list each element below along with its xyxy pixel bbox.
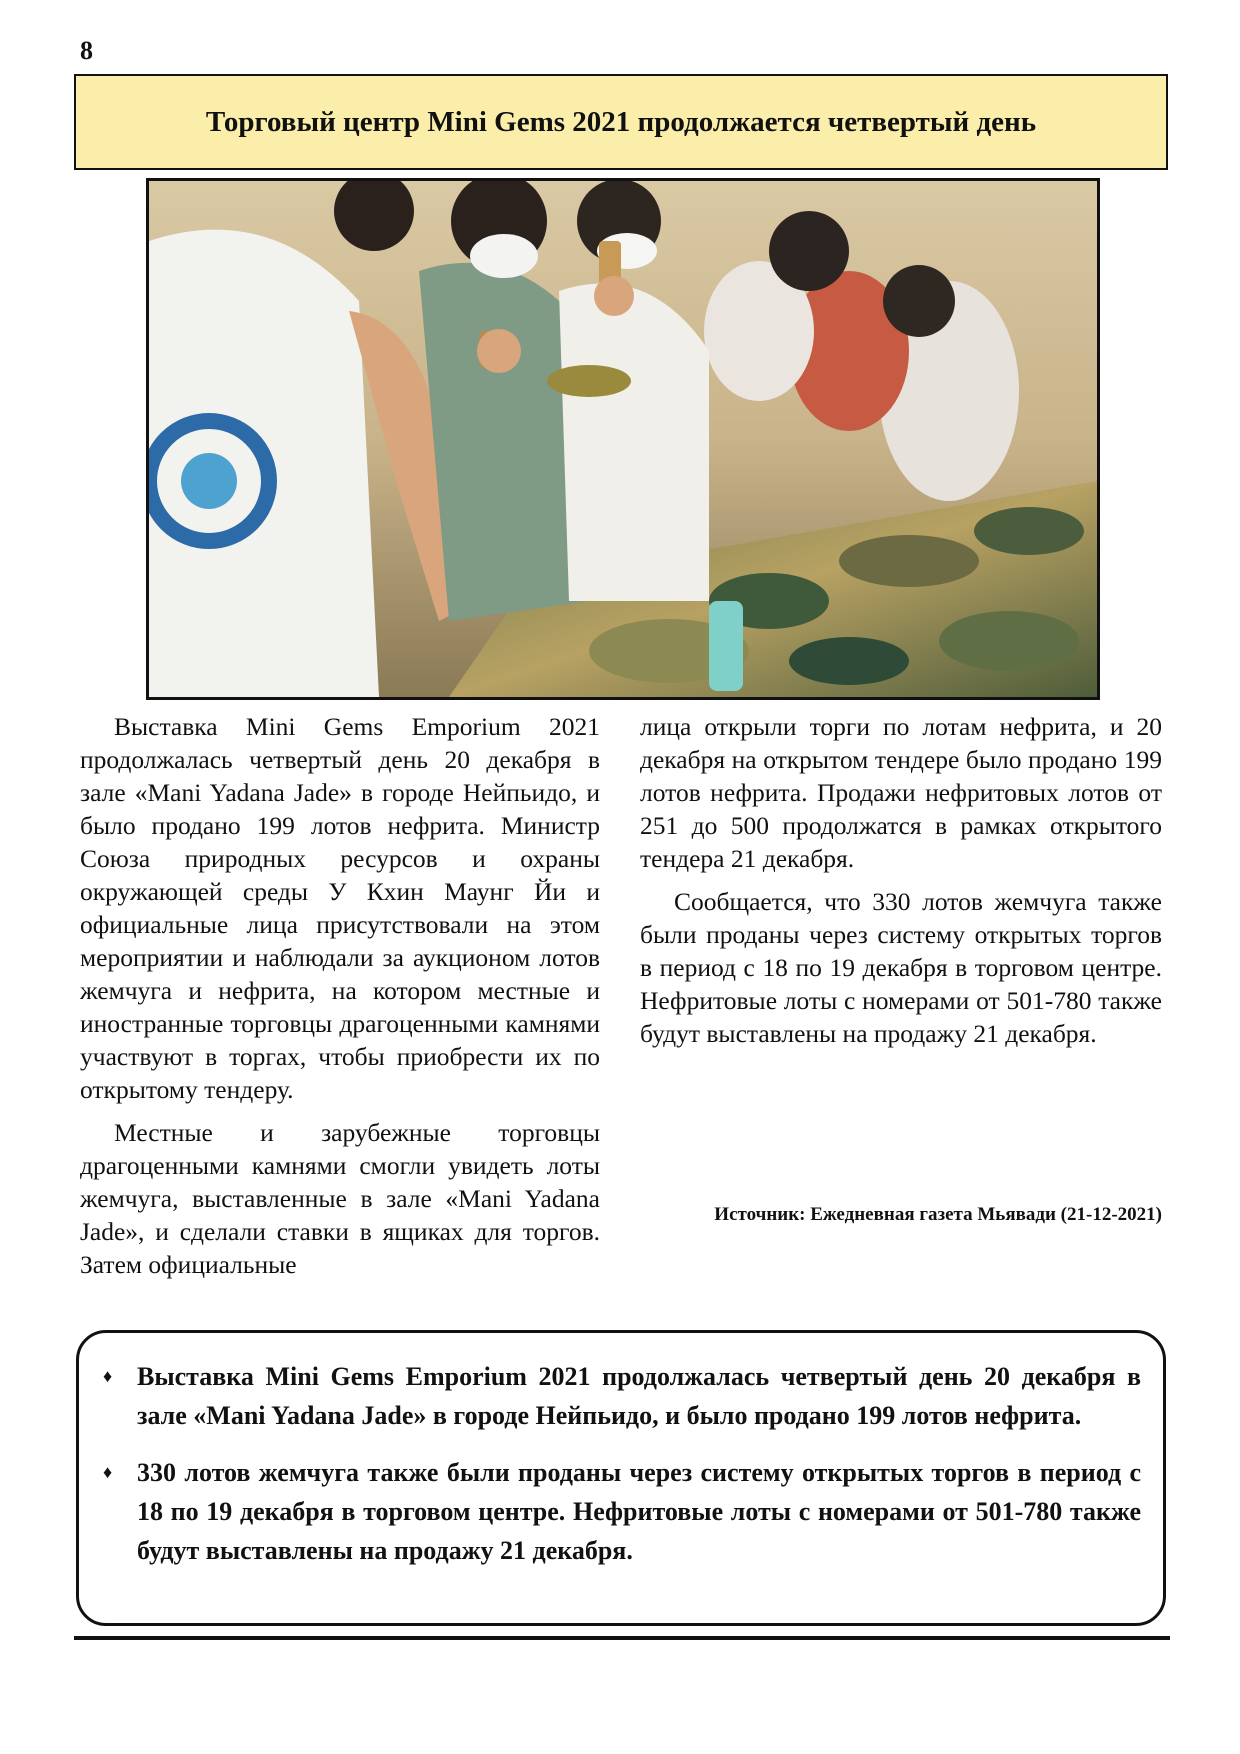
article-source: Источник: Ежедневная газета Мьявади (21-12-2021): [714, 1204, 1162, 1225]
article-right-column: [640, 710, 1162, 1050]
summary-list: [101, 1357, 1141, 1588]
article-paragraph: Сообщается, что 330 лотов жемчуга также были проданы через систему открытых торгов в период с 18 по 19 декабря в торговом центре. Нефритовые лоты с номерами от 501-780 также будут выставлены на продажу 21 декабря.: [640, 887, 1162, 1048]
summary-item-text: Выставка Mini Gems Emporium 2021 продолжалась четвертый день 20 декабря в зале «Mani Yadana Jade» в городе Нейпьидо, и было продано 199 лотов нефрита.: [137, 1362, 1141, 1430]
diamond-bullet-icon: ♦: [103, 1462, 113, 1482]
article-left-column: [80, 710, 600, 1281]
article-photo: [146, 178, 1100, 700]
summary-item-text: 330 лотов жемчуга также были проданы через систему открытых торгов в период с 18 по 19 декабря в торговом центре. Нефритовые лоты с номерами от 501-780 также будут выставлены на продажу 21 декабря.: [137, 1458, 1141, 1565]
page-number: 8: [80, 36, 93, 65]
page-title: Торговый центр Mini Gems 2021 продолжается четвертый день: [205, 105, 1037, 138]
title-banner: [74, 74, 1168, 170]
article-paragraph: лица открыли торги по лотам нефрита, и 20 декабря на открытом тендере было продано 199 лотов нефрита. Продажи нефритовых лотов от 251 до 500 продолжатся в рамках открытого тендера 21 декабря.: [640, 712, 1162, 873]
summary-box: [76, 1330, 1166, 1626]
summary-item: [101, 1453, 1141, 1570]
diamond-bullet-icon: ♦: [103, 1366, 113, 1386]
article-paragraph: Выставка Mini Gems Emporium 2021 продолжалась четвертый день 20 декабря в зале «Mani Yadana Jade» в городе Нейпьидо, и было продано 199 лотов нефрита. Министр Союза природных ресурсов и охраны окружающей среды У Кхин Маунг Йи и официальные лица присутствовали на этом мероприятии и наблюдали за аукционом лотов жемчуга и нефрита, на котором местные и иностранные торговцы драгоценными камнями участвуют в торгах, чтобы приобрести их по открытому тендеру.: [80, 712, 600, 1104]
photo-jade-inspection-icon: [149, 181, 1097, 697]
bottom-divider: [74, 1636, 1170, 1640]
summary-item: [101, 1357, 1141, 1435]
article-paragraph: Местные и зарубежные торговцы драгоценными камнями смогли увидеть лоты жемчуга, выставленные в зале «Mani Yadana Jade», и сделали ставки в ящиках для торгов. Затем официальные: [80, 1118, 600, 1279]
